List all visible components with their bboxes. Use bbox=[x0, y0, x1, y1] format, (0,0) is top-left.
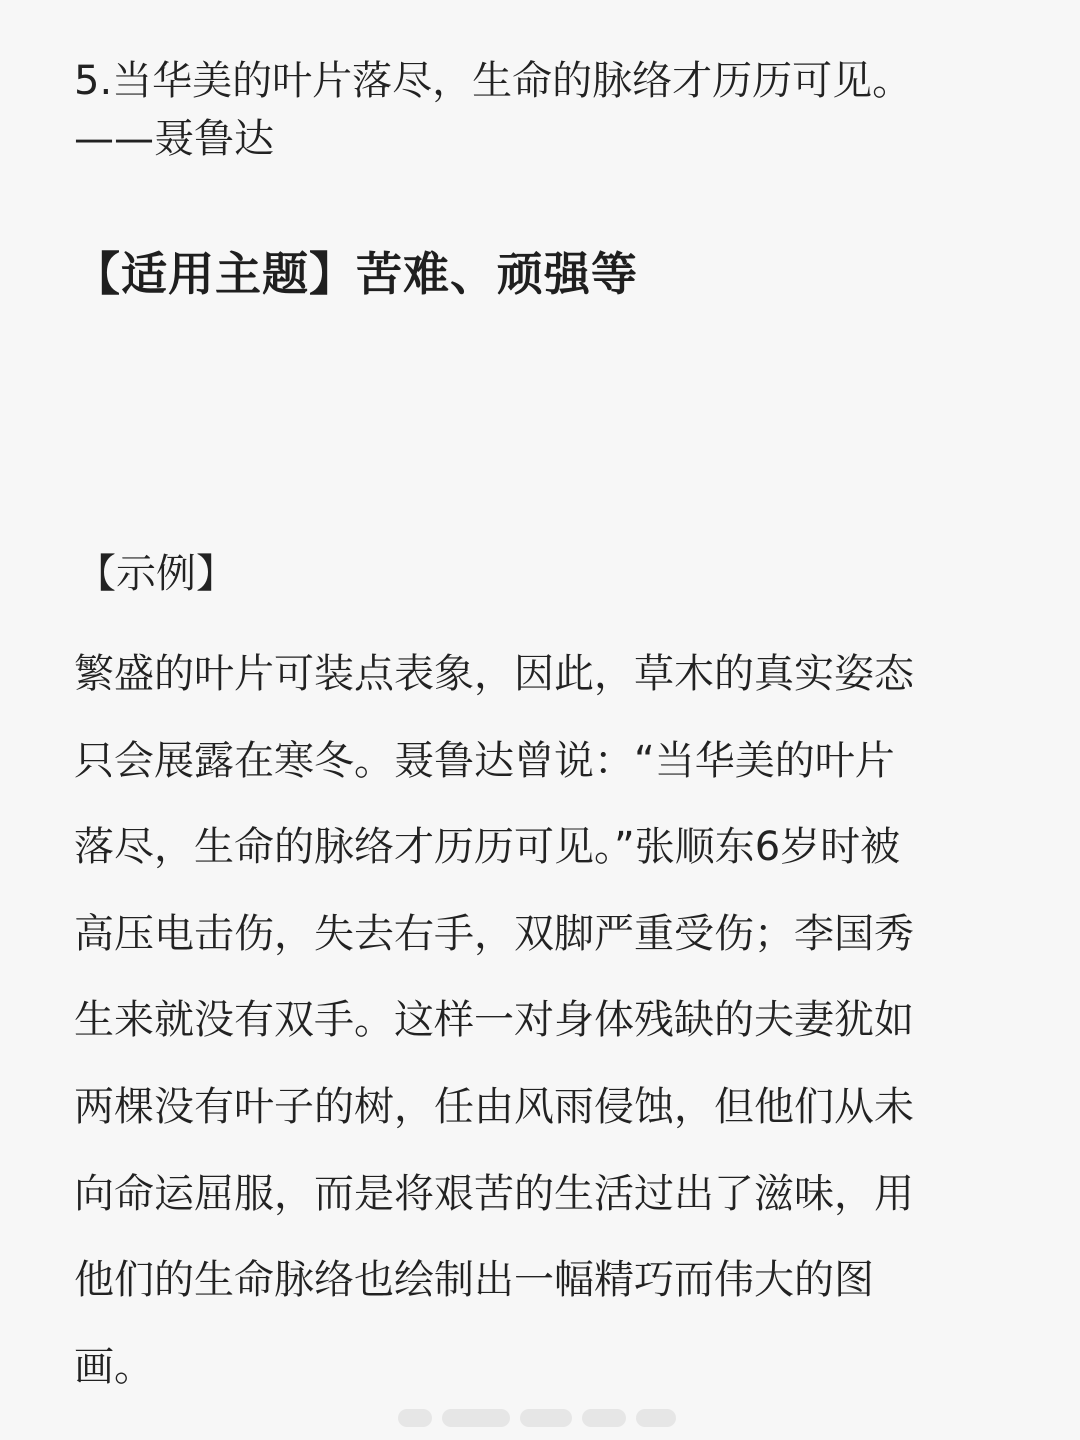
watermark-mark bbox=[636, 1409, 676, 1427]
theme-heading: 【适用主题】苦难、顽强等 bbox=[74, 247, 638, 301]
paragraph-line: 落尽，生命的脉络才历历可见。”张顺东6岁时被 bbox=[74, 824, 901, 871]
example-label: 【示例】 bbox=[76, 551, 236, 597]
watermark-mark bbox=[398, 1409, 432, 1427]
watermark-mark bbox=[520, 1409, 572, 1427]
paragraph-line: 画。 bbox=[74, 1343, 154, 1390]
paragraph-line: 向命运屈服，而是将艰苦的生活过出了滋味，用 bbox=[74, 1170, 914, 1217]
quote-block bbox=[74, 52, 1014, 168]
watermark-mark bbox=[442, 1409, 510, 1427]
paragraph-line: 繁盛的叶片可装点表象，因此，草木的真实姿态 bbox=[74, 651, 914, 697]
paragraph-line: 只会展露在寒冬。聂鲁达曾说：“当华美的叶片 bbox=[74, 737, 895, 784]
paragraph-line: 他们的生命脉络也绘制出一幅精巧而伟大的图 bbox=[74, 1257, 874, 1304]
paragraph-line: 生来就没有双手。这样一对身体残缺的夫妻犹如 bbox=[74, 997, 914, 1044]
paragraph-line: 两棵没有叶子的树，任由风雨侵蚀，但他们从未 bbox=[74, 1083, 914, 1130]
quote-text: 5.当华美的叶片落尽，生命的脉络才历历可见。 bbox=[74, 58, 913, 104]
paragraph-line: 高压电击伤，失去右手，双脚严重受伤；李国秀 bbox=[74, 910, 914, 957]
quote-author: ——聂鲁达 bbox=[74, 116, 274, 162]
watermark-mark bbox=[582, 1409, 626, 1427]
watermark bbox=[398, 1405, 680, 1431]
example-paragraph bbox=[74, 644, 1004, 1423]
